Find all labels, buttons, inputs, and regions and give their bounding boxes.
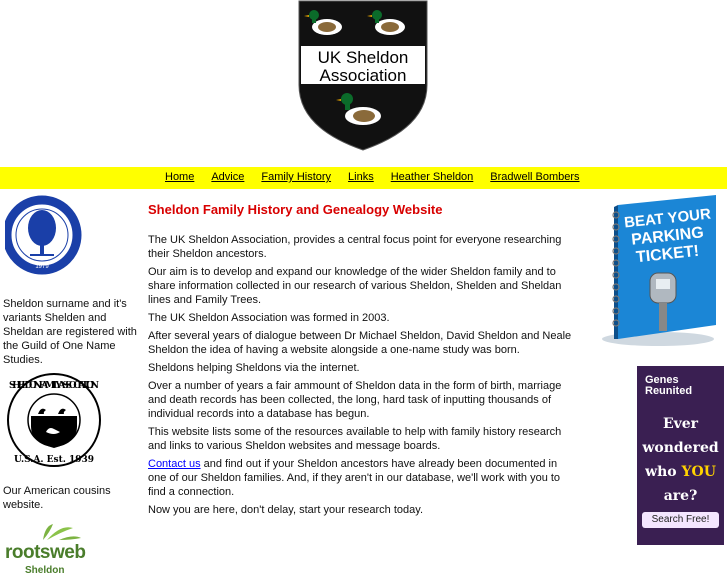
nav-link-family-history[interactable]: Family History bbox=[261, 171, 332, 183]
paragraph-closing: Now you are here, don't delay, start your research today. bbox=[148, 504, 423, 516]
paragraph-dialogue: After several years of dialogue between Dr Michael Sheldon, David Sheldon and Neale Sheldon the idea of having a website alongside a one-name study was born. bbox=[148, 330, 572, 356]
guild-badge-ring-text: GUILD OF ONE-NAME STUDIES bbox=[5, 195, 21, 196]
ad-text-ever: Ever bbox=[662, 416, 699, 432]
book-title-line2: PARKING bbox=[630, 224, 705, 249]
nav-link-links[interactable]: Links bbox=[348, 171, 374, 183]
ad-logo-line1: Genes bbox=[645, 374, 679, 386]
guild-text: Sheldon surname and it's variants Shelden and Sheldan are registered with the Guild of One Name Studies. bbox=[3, 298, 137, 366]
american-cousins-text: Our American cousins website. bbox=[3, 485, 111, 511]
nav-item-bradwell-bombers[interactable] bbox=[490, 171, 579, 183]
search-free-button[interactable]: Search Free! bbox=[642, 512, 719, 528]
nav-item-family-history[interactable] bbox=[261, 171, 331, 183]
crest-title-line1: UK Sheldon bbox=[317, 48, 409, 67]
guild-one-name-studies-logo[interactable] bbox=[5, 195, 85, 285]
main-content bbox=[148, 202, 573, 521]
paragraph-data: Over a number of years a fair ammount of Sheldon data in the form of birth, marriage and death records has been collected, the long, hard task of inputting thousands of individual records into a database has begun. bbox=[148, 380, 562, 420]
ad-text-who-you bbox=[637, 460, 724, 484]
crest-title-line2: Association bbox=[319, 66, 407, 85]
paragraph-helping: Sheldons helping Sheldons via the internet. bbox=[148, 362, 360, 374]
contact-text: and find out if your Sheldon ancestors have already been documented in one of our Sheldon families. And, if they aren't in our database, we'll work with you to find a connection. bbox=[148, 458, 561, 498]
sfa-ring-top-text: SHELDON FAMILY ASSOCIATION bbox=[9, 381, 99, 391]
ad-text-are: are? bbox=[663, 488, 698, 504]
guild-badge-year: 1979 bbox=[35, 264, 49, 270]
paragraph-contact bbox=[148, 457, 573, 499]
parking-ticket-book-ad[interactable] bbox=[596, 193, 720, 348]
nav-item-home[interactable] bbox=[165, 171, 194, 183]
ad-logo-line2: Reunited bbox=[645, 385, 693, 397]
rootsweb-logo[interactable] bbox=[5, 520, 95, 580]
paragraph-formed: The UK Sheldon Association was formed in 2003. bbox=[148, 312, 390, 324]
genes-reunited-ad[interactable] bbox=[637, 366, 724, 545]
book-title-line3: TICKET! bbox=[635, 242, 700, 267]
crest-logo bbox=[297, 0, 429, 151]
nav-link-bradwell-bombers[interactable]: Bradwell Bombers bbox=[490, 171, 580, 183]
leaf-icon bbox=[33, 520, 93, 542]
rootsweb-wordmark: rootsweb bbox=[5, 542, 86, 563]
paragraph-aim: Our aim is to develop and expand our knowledge of the wider Sheldon family and to share information collected in our research of various Sheldon, Shelden and Sheldan lines and Family Trees. bbox=[148, 266, 562, 306]
sfa-ring-bottom-text: U.S.A. Est. 1939 bbox=[13, 455, 95, 465]
nav-item-links[interactable] bbox=[348, 171, 374, 183]
page-title: Sheldon Family History and Genealogy Website bbox=[148, 202, 443, 217]
paragraph-resources: This website lists some of the resources available to help with family history research and links to various Sheldon websites and message boards. bbox=[148, 426, 562, 452]
paragraph-intro: The UK Sheldon Association, provides a central focus point for everyone researching their Sheldon ancestors. bbox=[148, 234, 562, 260]
nav-item-advice[interactable] bbox=[211, 171, 244, 183]
rootsweb-sub: Sheldon bbox=[25, 565, 65, 576]
nav-item-heather-sheldon[interactable] bbox=[391, 171, 474, 183]
header bbox=[0, 0, 727, 165]
book-title-line1: BEAT YOUR bbox=[623, 205, 712, 232]
nav-link-home[interactable]: Home bbox=[165, 171, 195, 183]
nav-link-advice[interactable]: Advice bbox=[211, 171, 245, 183]
ad-text-you: YOU bbox=[681, 464, 716, 480]
ad-text-who: who bbox=[645, 464, 682, 480]
contact-us-link[interactable]: Contact us bbox=[148, 458, 201, 470]
genes-reunited-logo bbox=[645, 375, 692, 397]
ad-headline bbox=[637, 412, 724, 508]
left-column bbox=[0, 190, 145, 580]
ad-text-wondered: wondered bbox=[642, 440, 719, 456]
nav-bar bbox=[0, 167, 727, 189]
nav-link-heather-sheldon[interactable]: Heather Sheldon bbox=[390, 171, 474, 183]
sheldon-family-association-logo[interactable] bbox=[2, 372, 112, 472]
